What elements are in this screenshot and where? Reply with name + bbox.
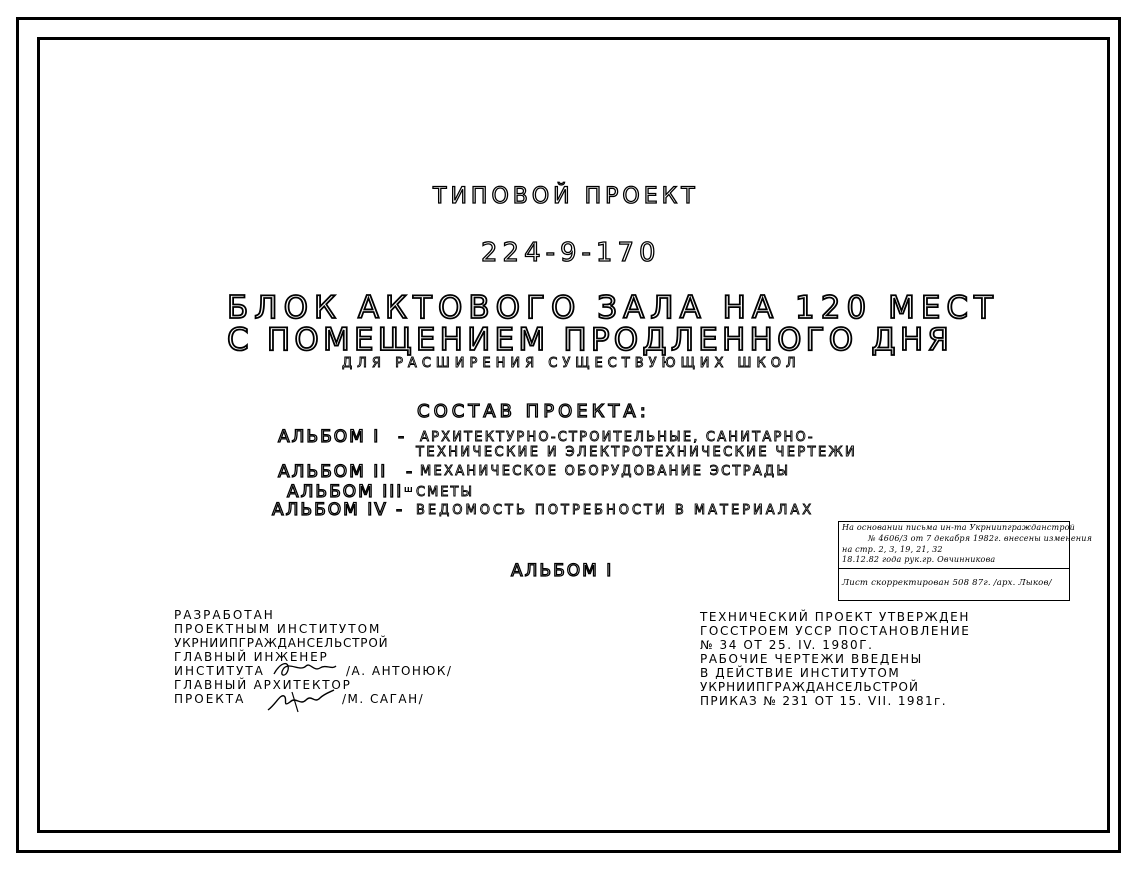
album-1-line-1: АРХИТЕКТУРНО-СТРОИТЕЛЬНЫЕ, САНИТАРНО- bbox=[420, 430, 815, 445]
project-kind: ТИПОВОЙ ПРОЕКТ bbox=[433, 184, 699, 209]
architect-signature bbox=[262, 686, 338, 716]
approval-line-3: № 34 ОТ 25. IV. 1980Г. bbox=[700, 638, 874, 652]
approval-line-7: ПРИКАЗ № 231 ОТ 15. VII. 1981г. bbox=[700, 694, 947, 708]
album-3-line-1: СМЕТЫ bbox=[416, 485, 474, 500]
title-line-2: С ПОМЕЩЕНИЕМ ПРОДЛЕННОГО ДНЯ bbox=[227, 322, 954, 358]
approval-line-6: УКРНИИПГРАЖДАНСЕЛЬСТРОЙ bbox=[700, 680, 919, 694]
album-4-sep: - bbox=[396, 500, 407, 520]
developer-line-2: ПРОЕКТНЫМ ИНСТИТУТОМ bbox=[174, 622, 382, 636]
album-3-label: АЛЬБОМ III bbox=[287, 482, 404, 502]
composition-heading: СОСТАВ ПРОЕКТА: bbox=[417, 401, 650, 422]
architect-role: ПРОЕКТА bbox=[174, 692, 246, 706]
album-2-line-1: МЕХАНИЧЕСКОЕ ОБОРУДОВАНИЕ ЭСТРАДЫ bbox=[420, 464, 791, 479]
approval-line-2: ГОССТРОЕМ УССР ПОСТАНОВЛЕНИЕ bbox=[700, 624, 971, 638]
developer-line-4: ГЛАВНЫЙ ИНЖЕНЕР bbox=[174, 650, 329, 664]
approval-line-4: РАБОЧИЕ ЧЕРТЕЖИ ВВЕДЕНЫ bbox=[700, 652, 923, 666]
stamp-line-4: 18.12.82 года рук.гр. Овчинникова bbox=[842, 555, 996, 564]
stamp-line-2: № 4606/3 от 7 декабря 1982г. внесены изменения bbox=[868, 534, 1093, 543]
architect-title: ГЛАВНЫЙ АРХИТЕКТОР bbox=[174, 678, 352, 692]
engineer-name: /А. АНТОНЮК/ bbox=[346, 664, 453, 678]
title-line-1: БЛОК АКТОВОГО ЗАЛА НА 120 МЕСТ bbox=[227, 290, 999, 326]
engineer-role: ИНСТИТУТА bbox=[174, 664, 265, 678]
approval-line-1: ТЕХНИЧЕСКИЙ ПРОЕКТ УТВЕРЖДЕН bbox=[700, 610, 970, 624]
stamp-line-3: на стр. 2, 3, 19, 21, 32 bbox=[842, 545, 943, 554]
album-2-label: АЛЬБОМ II bbox=[278, 462, 388, 482]
approval-line-5: В ДЕЙСТВИЕ ИНСТИТУТОМ bbox=[700, 666, 901, 680]
current-album: АЛЬБОМ I bbox=[511, 561, 614, 581]
album-3-suffix: Ш bbox=[404, 486, 414, 494]
album-4-line-1: ВЕДОМОСТЬ ПОТРЕБНОСТИ В МАТЕРИАЛАХ bbox=[416, 503, 815, 518]
architect-name: /М. САГАН/ bbox=[342, 692, 425, 706]
stamp-line-1: На основании письма ин-та Укрниипгражданстрой bbox=[842, 523, 1076, 532]
developer-line-3: УКРНИИПГРАЖДАНСЕЛЬСТРОЙ bbox=[174, 636, 389, 650]
subtitle: ДЛЯ РАСШИРЕНИЯ СУЩЕСТВУЮЩИХ ШКОЛ bbox=[342, 356, 801, 371]
developer-line-1: РАЗРАБОТАН bbox=[174, 608, 275, 622]
album-1-line-2: ТЕХНИЧЕСКИЕ И ЭЛЕКТРОТЕХНИЧЕСКИЕ ЧЕРТЕЖИ bbox=[416, 445, 858, 460]
album-2-sep: - bbox=[406, 462, 417, 482]
album-1-label: АЛЬБОМ I bbox=[278, 427, 381, 447]
stamp-corrected: Лист скорректирован 508 87г. /арх. Лыков/ bbox=[842, 578, 1052, 588]
album-1-sep: - bbox=[398, 427, 409, 447]
stamp-divider bbox=[839, 568, 1069, 569]
project-number: 224-9-170 bbox=[481, 238, 661, 268]
album-4-label: АЛЬБОМ IV bbox=[272, 500, 388, 520]
